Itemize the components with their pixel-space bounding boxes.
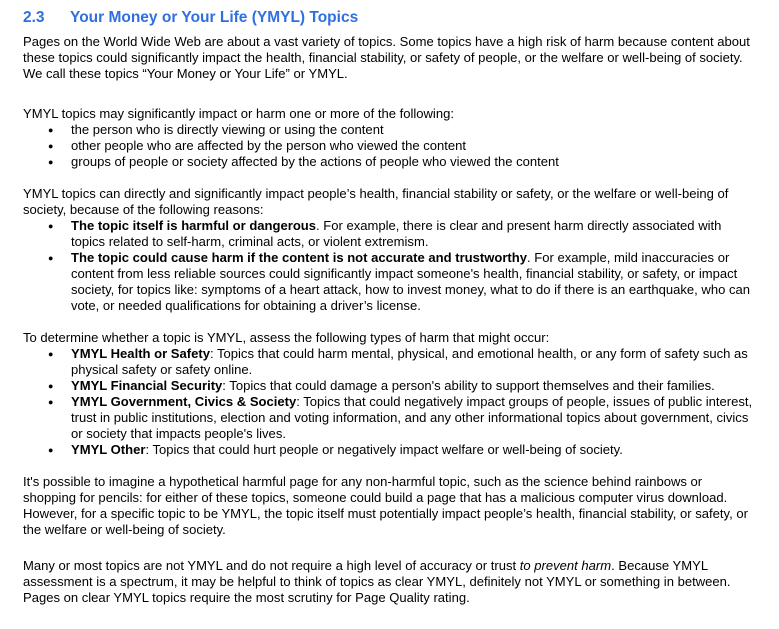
list-item: ● other people who are affected by the person who viewed the content [23,138,755,154]
closing-italic: to prevent harm [519,558,612,573]
closing-text-1: Many or most topics are not YMYL and do not require a high level of accuracy or trust [23,558,520,573]
closing-text-2: . Because YMYL assessment is a spectrum, it may be helpful to think of topics as clear YMYL, definitely not YMYL or something in between. Pages on clear YMYL topics require the most scrutiny for Page Quality rating. [23,558,731,605]
item-text: : Topics that could negatively impact groups of people, issues of public interest, trust in public institutions, election and voting information, and any other informational topics about government, civics or society that impacts people's lives. [71,394,753,441]
item-bold: The topic could cause harm if the content is not accurate and trustworthy [71,250,527,265]
item-bold: YMYL Government, Civics & Society [71,394,297,409]
list-item [23,346,755,378]
impact-lead: YMYL topics may significantly impact or harm one or more of the following: [23,106,454,121]
reasons-list [23,218,755,314]
item-bold: YMYL Financial Security [71,378,223,393]
reasons-lead: YMYL topics can directly and significantly impact people’s health, financial stability or safety, or the welfare or well-being of society, because of the following reasons: [23,186,729,217]
harm-types-list [23,346,755,458]
item-text: . For example, mild inaccuracies or content from less reliable sources could significantly impact someone's health, financial stability, or safety, or impact society, for topics like: symptoms of a heart attack, how to invest money, what to do if there is an earthquake, who can vote, or needed qualifications for obtaining a driver’s license. [71,250,751,313]
list-item [23,394,755,442]
hypothetical-paragraph: It's possible to imagine a hypothetical harmful page for any non-harmful topic, such as the science behind rainbows or shopping for pencils: for either of these topics, someone could build a page that has a malicious computer virus download. However, for a specific topic to be YMYL, the topic itself must potentially impact people’s health, financial stability, or safety, or the welfare or well-being of society. [23,474,748,537]
list-item [23,250,755,314]
item-bold: YMYL Health or Safety [71,346,210,361]
list-item [23,218,755,250]
item-text: . For example, there is clear and present harm directly associated with topics related to self-harm, criminal acts, or violent extremism. [71,218,722,249]
intro-paragraph: Pages on the World Wide Web are about a vast variety of topics. Some topics have a high risk of harm because content about these topics could significantly impact the health, financial stability, or safety of people, or the welfare or well-being of society. We call these topics “Your Money or Your Life” or YMYL. [23,34,750,81]
section-title: Your Money or Your Life (YMYL) Topics [70,9,359,26]
section-heading [23,9,358,27]
item-text: : Topics that could harm mental, physical, and emotional health, or any form of safety such as physical safety or safety online. [71,346,748,377]
list-item [23,442,755,458]
harm-types-lead: To determine whether a topic is YMYL, assess the following types of harm that might occur: [23,330,550,345]
closing-paragraph [23,558,755,606]
item-text: : Topics that could damage a person's ability to support themselves and their families. [222,378,715,393]
impact-list [23,122,755,170]
item-bold: The topic itself is harmful or dangerous [71,218,317,233]
item-bold: YMYL Other [71,442,146,457]
list-item [23,378,755,394]
list-item: ● the person who is directly viewing or using the content [23,122,755,138]
list-item: ● groups of people or society affected by the actions of people who viewed the content [23,154,755,170]
section-number: 2.3 [23,9,45,26]
item-text: : Topics that could hurt people or negatively impact welfare or well-being of society. [145,442,623,457]
